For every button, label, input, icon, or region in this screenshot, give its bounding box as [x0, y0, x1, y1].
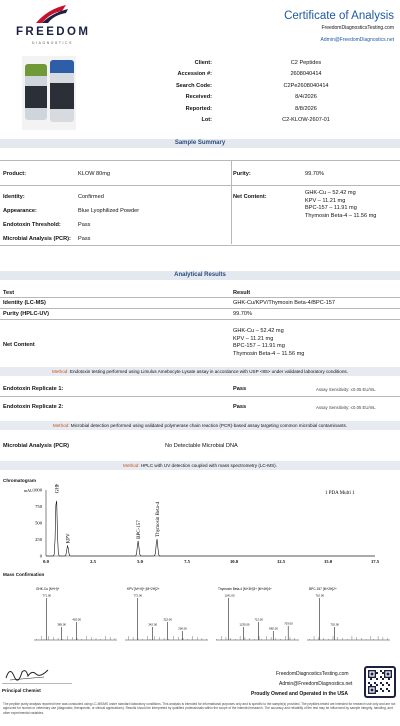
purity-label: Purity: [233, 171, 251, 177]
peak-label: KPV [66, 533, 72, 544]
appearance-value: Blue Lyophilized Powder [78, 208, 140, 214]
analytical-title: Analytical Results [0, 271, 400, 280]
endo-rep2-sensitivity: Assay Sensitivity: ≤0.05 EU/mL [316, 405, 376, 410]
x-tick-label: 5.0 [137, 559, 143, 564]
footer-disclaimer: The peptide purity analysis reported here was conducted using LC-MS/MS under standard laboratory conditions. This analysis is intended for informational purposes only and is specific to the sample(s) provided. The peptides tested are intended for research use only and are not approved for human or veterinary use (diagnostic, therapeutic, or clinical applications). Results should be interpreted by qualified professionals within the scope of the intended research. The accuracy and reliability of the test may be influenced by sample integrity, handling, and other experimental variables. [3, 702, 396, 715]
product-label: Product: [3, 171, 26, 177]
ms-panel-title: BPC-157 [M+2H]2+ [309, 587, 337, 591]
pcr-method: Method: Microbial detection performed using validated polymerase chain reaction (PCR)-based assay targeting common microbial contaminants. [0, 421, 400, 430]
footer-email[interactable]: Admin@FreedomDiagnostics.net [279, 681, 353, 687]
vial-right [50, 60, 74, 122]
qr-code[interactable] [364, 666, 396, 698]
endo-rep1-value: Pass [233, 386, 247, 392]
identity-label: Identity: [3, 194, 25, 200]
ms-peak-label: 772.00 [133, 593, 143, 598]
chromatogram-svg [20, 484, 382, 568]
received-row: Received: 8/4/2026 [185, 94, 317, 101]
search-code-row: Search Code: C2Pe2608040414 [175, 82, 329, 89]
ms-peak-label: 710.00 [315, 593, 325, 598]
ms-peak-label: 882.00 [269, 626, 278, 631]
ms-panel-title: KPV [M+H]+ [M+2H]2+ [127, 587, 160, 591]
identity-value: Confirmed [78, 194, 104, 200]
client-row: Client: C2 Peptides [194, 59, 322, 66]
chromatogram-trace [46, 501, 375, 556]
x-tick-label: 10.0 [229, 559, 239, 564]
header-email[interactable]: Admin@FreedomDiagnostics.net [320, 37, 394, 43]
net-content-label: Net Content: [233, 194, 267, 200]
ms-peak-label: 712.00 [254, 617, 263, 622]
page-title: Certificate of Analysis [284, 10, 394, 22]
accession-row: Accession #: 2608040414 [177, 71, 322, 78]
x-tick-label: 0.0 [43, 559, 49, 564]
client-info [96, 57, 396, 126]
purity-hplc-label: Purity (HPLC-UV) [3, 311, 49, 317]
microbial-value: Pass [78, 236, 91, 242]
endo-rep1-label: Endotoxin Replicate 1: [3, 386, 64, 392]
identity-lcms-value: GHK-Cu/KPV/Thymosin Beta-4/BPC-157 [233, 300, 335, 306]
lot-row: Lot: C2-KLOW-2607-01 [201, 117, 330, 124]
ms-peak-label: 342.00 [148, 622, 157, 627]
ms-peak-label: 1241.00 [224, 593, 235, 598]
ms-peak-label: 702.00 [330, 622, 339, 627]
identity-lcms-label: Identity (LC-MS) [3, 300, 46, 306]
sample-summary-title: Sample Summary [0, 139, 400, 148]
pcr-value: No Detectable Microbial DNA [165, 443, 238, 449]
reported-row: Reported: 8/8/2026 [185, 105, 317, 112]
endotoxin-label: Endotoxin Threshold: [3, 222, 61, 228]
logo-swoosh-icon [32, 3, 72, 25]
ms-peak-label: 322.00 [163, 617, 172, 622]
endo-rep2-value: Pass [233, 404, 247, 410]
mass-confirmation-label: Mass Confirmation [3, 572, 45, 577]
purity-hplc-value: 99.70% [233, 311, 252, 317]
net-content-analytical-list: GHK-Cu – 52.42 mg KPV – 11.21 mg BPC-157 – 11.91 mg Thymosin Beta-4 – 11.56 mg [233, 328, 305, 357]
mass-spectra [30, 580, 394, 652]
y-tick-label: 250 [35, 537, 42, 542]
chart-legend: 1 PDA Multi 1 [325, 491, 355, 496]
brand-tagline: DIAGNOSTICS [32, 41, 73, 45]
col-result: Result [233, 290, 251, 296]
signer-role: Principal Chemist [2, 688, 41, 693]
y-tick-label: 0 [39, 553, 42, 559]
mass-spectra-svg [30, 580, 394, 652]
qr-code-icon [368, 670, 392, 694]
ms-peak-label: 290.00 [178, 626, 187, 631]
ms-peak-label: 703.00 [284, 621, 293, 626]
chromatogram-label: Chromatogram [3, 478, 36, 483]
signature [4, 664, 52, 684]
y-tick-label: 500 [35, 520, 42, 526]
ms-peak-label: 1235.00 [239, 622, 250, 627]
x-tick-label: 2.5 [90, 559, 96, 564]
footer-tagline: Proudly Owned and Operated in the USA [251, 691, 348, 697]
product-value: KLOW 80mg [78, 171, 111, 177]
ms-peak-label: 385.00 [57, 622, 66, 627]
microbial-label: Microbial Analysis (PCR): [3, 236, 71, 242]
y-tick-label: 750 [35, 504, 42, 509]
x-tick-label: 12.5 [276, 559, 286, 564]
x-tick-label: 15.0 [323, 559, 333, 564]
peak-label: Thymosin Beta-4 [155, 501, 161, 537]
y-unit-label: mAU [24, 488, 33, 493]
endotoxin-value: Pass [78, 222, 91, 228]
header-site[interactable]: FreedomDiagnosticsTesting.com [321, 25, 394, 31]
endo-rep2-label: Endotoxin Replicate 2: [3, 404, 64, 410]
appearance-label: Appearance: [3, 208, 37, 214]
endotoxin-method: Method: Endotoxin testing performed using Limulus Amebocyte Lysate assay in accordance with USP <85> under validated laboratory conditions. [0, 367, 400, 376]
net-content-list: GHK-Cu – 52.42 mg KPV – 11.21 mg BPC-157 – 11.91 mg Thymosin Beta-4 – 11.56 mg [305, 190, 377, 219]
net-content-analytical-label: Net Content [3, 342, 35, 348]
ms-peak-label: 771.00 [42, 593, 52, 598]
peak-label: BPC-157 [137, 520, 143, 539]
footer-site[interactable]: FreedomDiagnosticsTesting.com [276, 671, 349, 677]
ms-peak-label: 402.00 [72, 617, 81, 622]
signature-icon [4, 664, 52, 682]
brand-name: FREEDOM [16, 26, 91, 38]
vial-left [25, 64, 47, 120]
y-tick-label: 1000 [32, 487, 42, 493]
col-test: Test [3, 290, 15, 296]
brand-logo [14, 3, 91, 47]
purity-value: 99.70% [305, 171, 324, 177]
product-photo [22, 56, 76, 130]
chromatogram-chart [20, 484, 382, 568]
hplc-method: Method: HPLC with UV detection coupled with mass spectrometry (LC-MS). [0, 461, 400, 470]
x-tick-label: 7.5 [184, 559, 190, 564]
ms-panel-title: Thymosin Beta-4 [M+3H]3+ [M+4H]4+ [218, 587, 272, 591]
x-tick-label: 17.5 [370, 559, 380, 564]
endo-rep1-sensitivity: Assay Sensitivity: ≤0.05 EU/mL [316, 387, 376, 392]
ms-panel-title: GHK-Cu [M+H]+ [36, 587, 60, 591]
peak-label: GHK-Cu [55, 484, 61, 494]
pcr-label: Microbial Analysis (PCR) [3, 443, 69, 449]
